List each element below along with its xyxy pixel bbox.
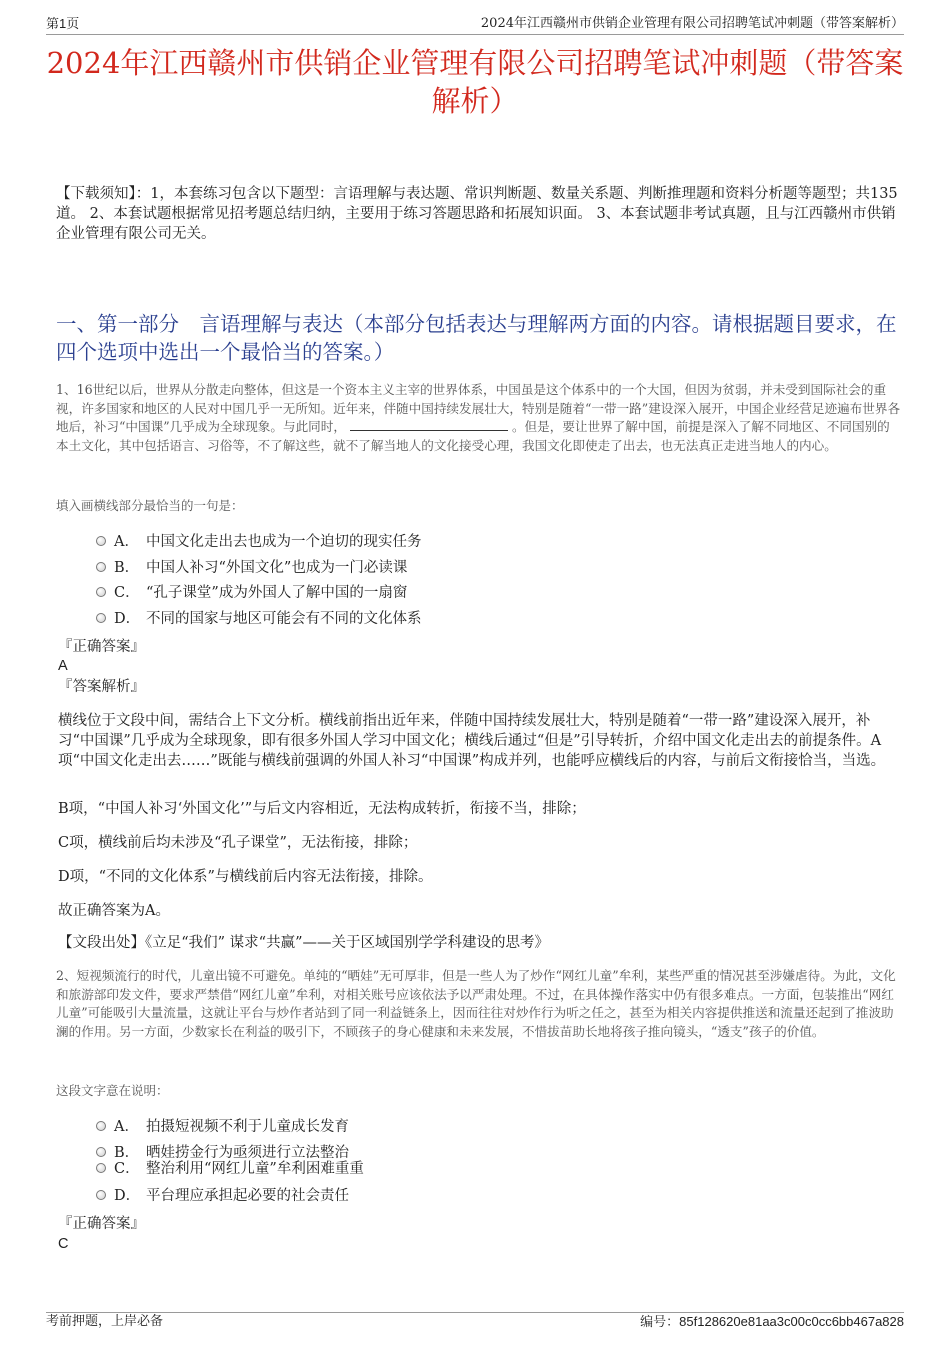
radio-icon[interactable] xyxy=(96,536,106,546)
footer-code-label: 编号： xyxy=(640,1315,680,1330)
footer-code-value: 85f128620e81aa3c00c0cc6bb467a828 xyxy=(679,1314,904,1329)
question-2-option-c[interactable]: C． 整治利用“网红儿童”牟利困难重重 xyxy=(96,1159,364,1179)
document-title: 2024年江西赣州市供销企业管理有限公司招聘笔试冲刺题（带答案解析） xyxy=(46,46,904,118)
radio-icon[interactable] xyxy=(96,587,106,597)
radio-icon[interactable] xyxy=(96,1190,106,1200)
question-2-prompt: 这段文字意在说明： xyxy=(56,1083,169,1098)
footer-slogan: 考前押题，上岸必备 xyxy=(46,1314,164,1329)
question-1-prompt: 填入画横线部分最恰当的一句是： xyxy=(56,498,244,513)
analysis-paragraph-5: 故正确答案为A。 xyxy=(58,903,170,919)
fill-in-blank xyxy=(350,418,508,431)
analysis-paragraph-3: C项，横线前后均未涉及“孔子课堂”，无法衔接，排除； xyxy=(58,835,418,851)
question-2-option-b[interactable]: B． 晒娃捞金行为亟须进行立法整治 xyxy=(96,1143,349,1163)
footer-code xyxy=(640,1313,904,1332)
question-1-source: 【文段出处】《立足“我们” 谋求“共赢”——关于区域国别学学科建设的思考》 xyxy=(58,935,550,951)
radio-icon[interactable] xyxy=(96,1121,106,1131)
question-1-option-d[interactable]: D． 不同的国家与地区可能会有不同的文化体系 xyxy=(96,609,422,629)
question-1-text-after: 。但是，要让世界了解中国，前提是深入了解不同地区、不同国别的本土文化，其中包括语言、习俗等，不了解这些，就不了解当地人的文化接受心理，我国文化即使走了出去，也无法真正走进当地人的内心。 xyxy=(56,419,890,453)
question-2-option-d[interactable]: D． 平台理应承担起必要的社会责任 xyxy=(96,1186,349,1206)
question-1-option-c[interactable]: C． “孔子课堂”成为外国人了解中国的一扇窗 xyxy=(96,583,407,603)
radio-icon[interactable] xyxy=(96,613,106,623)
question-2-answer: C xyxy=(58,1236,69,1252)
question-1-text-before: 1、16世纪以后，世界从分散走向整体，但这是一个资本主义主宰的世界体系，中国虽是这个体系中的一个大国，但因为贫弱，并未受到国际社会的重视，许多国家和地区的人民对中国几乎一无所知。近年来，伴随中国持续发展壮大，特别是随着“一带一路”建设深入展开，中国企业经营足迹遍布世界各地后，补习“中国课”几乎成为全球现象。与此同时， xyxy=(56,382,901,434)
question-2-text: 2、短视频流行的时代，儿童出镜不可避免。单纯的“晒娃”无可厚非，但是一些人为了炒作“网红儿童”牟利，某些严重的情况甚至涉嫌虐待。为此，文化和旅游部印发文件，要求严禁借“网红儿童”牟利，对相关账号应该依法予以严肃处理。不过，在具体操作落实中仍有很多难点。一方面，包装推出“网红儿童”可能吸引大量流量，这就让平台与炒作者站到了同一利益链条上，因而往往对炒作行为听之任之，甚至为相关内容提供推送和流量还起到了推波助澜的作用。另一方面，少数家长在利益的吸引下，不顾孩子的身心健康和未来发展，不惜拔苗助长地将孩子推向镜头，“透支”孩子的价值。 xyxy=(56,968,896,1039)
question-2-answer-label: 『正确答案』 xyxy=(58,1216,145,1232)
analysis-paragraph-4: D项，“不同的文化体系”与横线前后内容无法衔接，排除。 xyxy=(58,869,433,885)
question-1-option-a[interactable]: A． 中国文化走出去也成为一个迫切的现实任务 xyxy=(96,532,422,552)
radio-icon[interactable] xyxy=(96,562,106,572)
question-1-answer-label: 『正确答案』 xyxy=(58,639,145,655)
header-divider xyxy=(46,34,904,35)
radio-icon[interactable] xyxy=(96,1163,106,1173)
question-1-option-b[interactable]: B． 中国人补习“外国文化”也成为一门必读课 xyxy=(96,558,407,578)
running-title: 2024年江西赣州市供销企业管理有限公司招聘笔试冲刺题（带答案解析） xyxy=(480,16,904,31)
question-1-analysis-label: 『答案解析』 xyxy=(58,679,145,695)
question-1-text xyxy=(56,381,902,455)
question-1-answer: A xyxy=(58,658,68,674)
question-2-option-a[interactable]: A． 拍摄短视频不利于儿童成长发育 xyxy=(96,1117,349,1137)
analysis-paragraph-2: B项，“中国人补习‘外国文化’”与后文内容相近，无法构成转折，衔接不当，排除； xyxy=(58,801,586,817)
radio-icon[interactable] xyxy=(96,1147,106,1157)
page-number: 第1页 xyxy=(46,16,80,31)
analysis-paragraph-1: 横线位于文段中间，需结合上下文分析。横线前指出近年来，伴随中国持续发展壮大，特别是随着“一带一路”建设深入展开，补习“中国课”几乎成为全球现象，即有很多外国人学习中国文化；横线后通过“但是”引导转折，介绍中国文化走出去的前提条件。A项“中国文化走出去……”既能与横线前强调的外国人补习“中国课”构成并列，也能呼应横线后的内容，与前后文衔接恰当，当选。 xyxy=(58,713,886,769)
section-heading: 一、第一部分 言语理解与表达（本部分包括表达与理解两方面的内容。请根据题目要求，在四个选项中选出一个最恰当的答案。） xyxy=(56,312,897,364)
download-notice: 【下载须知】：1，本套练习包含以下题型：言语理解与表达题、常识判断题、数量关系题、判断推理题和资料分析题等题型；共135道。 2、本套试题根据常见招考题总结归纳，主要用于练习答题思路和拓展知识面。 3、本套试题非考试真题，且与江西赣州市供销企业管理有限公司无关。 xyxy=(56,186,898,242)
